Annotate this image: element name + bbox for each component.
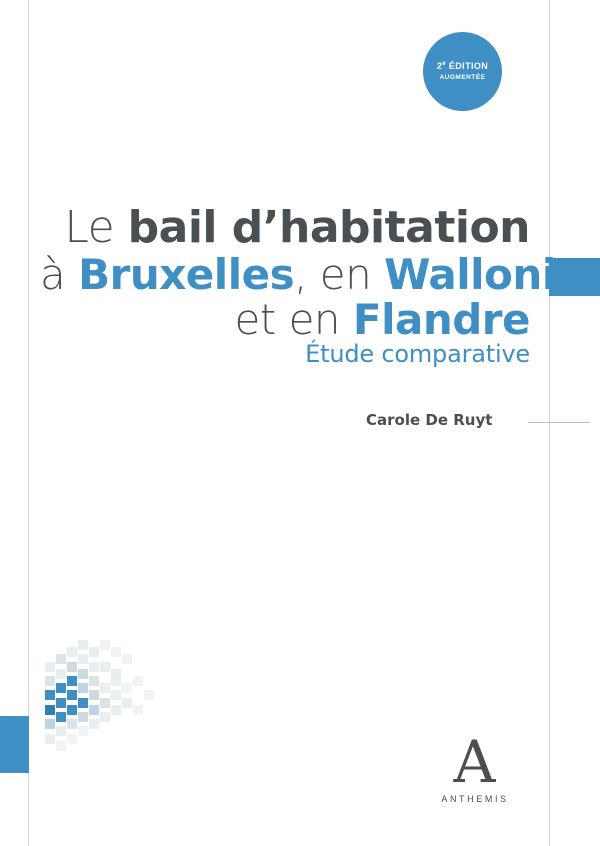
mosaic-pixel <box>100 683 110 693</box>
mosaic-pixel <box>111 705 121 715</box>
mosaic-pixel <box>45 705 55 715</box>
mosaic-pixel <box>89 690 99 700</box>
mosaic-pixel <box>67 734 77 744</box>
publisher-logo <box>420 728 530 805</box>
title-word-wallonie: Wallonie <box>384 249 584 299</box>
title-line-1 <box>40 202 530 253</box>
mosaic-pixel <box>122 654 132 664</box>
edition-badge-line1: 2e ÉDITION <box>436 61 489 72</box>
author-name: Carole De Ruyt <box>366 411 493 429</box>
mosaic-pixel <box>100 712 110 722</box>
mosaic-pixel <box>89 719 99 729</box>
mosaic-pixel <box>133 705 143 715</box>
mosaic-pixel <box>78 654 88 664</box>
mosaic-pixel <box>122 698 132 708</box>
mosaic-pixel <box>56 712 66 722</box>
mosaic-pixel <box>78 640 88 650</box>
page-title <box>40 202 584 345</box>
mosaic-pixel <box>133 676 143 686</box>
publisher-logo-mark: A <box>453 728 497 796</box>
title-line-3 <box>40 295 530 345</box>
mosaic-pixel <box>56 669 66 679</box>
mosaic-pixel <box>78 712 88 722</box>
mosaic-pixel <box>45 734 55 744</box>
mosaic-pixel <box>100 640 110 650</box>
mosaic-pixel <box>89 676 99 686</box>
title-word-le: Le <box>64 202 128 253</box>
mosaic-pixel <box>56 683 66 693</box>
publisher-logo-name: ANTHEMIS <box>441 794 509 805</box>
mosaic-pixel <box>67 690 77 700</box>
author-row <box>330 411 590 431</box>
mosaic-pixel <box>67 705 77 715</box>
mosaic-pixel <box>56 726 66 736</box>
left-accent-tab <box>0 716 29 773</box>
author-divider <box>528 422 590 423</box>
mosaic-pixel <box>111 690 121 700</box>
mosaic-pixel <box>78 726 88 736</box>
mosaic-pixel <box>122 683 132 693</box>
pixel-mosaic-decoration <box>45 640 200 750</box>
mosaic-pixel <box>45 676 55 686</box>
mosaic-pixel <box>89 647 99 657</box>
title-word-a: à <box>40 249 79 299</box>
title-word-en: , en <box>294 249 385 299</box>
mosaic-pixel <box>67 647 77 657</box>
edition-badge-line2: AUGMENTÉE <box>439 73 486 81</box>
mosaic-pixel <box>45 690 55 700</box>
title-word-flandre: Flandre <box>352 295 530 345</box>
mosaic-pixel <box>89 662 99 672</box>
mosaic-pixel <box>67 662 77 672</box>
title-word-bail-habitation: bail d’habitation <box>127 202 530 253</box>
mosaic-pixel <box>56 741 66 751</box>
mosaic-pixel <box>45 719 55 729</box>
mosaic-pixel <box>78 683 88 693</box>
mosaic-pixel <box>78 698 88 708</box>
mosaic-pixel <box>56 698 66 708</box>
title-line-2 <box>40 249 584 299</box>
mosaic-pixel <box>100 698 110 708</box>
mosaic-pixel <box>100 662 110 672</box>
mosaic-pixel <box>67 676 77 686</box>
mosaic-pixel <box>144 690 154 700</box>
title-word-et-en: et en <box>234 295 353 345</box>
mosaic-pixel <box>67 719 77 729</box>
mosaic-pixel <box>78 669 88 679</box>
edition-badge <box>423 32 502 111</box>
mosaic-pixel <box>56 654 66 664</box>
mosaic-pixel <box>111 676 121 686</box>
subtitle: Étude comparative <box>305 340 530 368</box>
mosaic-pixel <box>111 647 121 657</box>
mosaic-pixel <box>45 662 55 672</box>
mosaic-pixel <box>89 705 99 715</box>
title-word-bruxelles: Bruxelles <box>78 249 295 299</box>
